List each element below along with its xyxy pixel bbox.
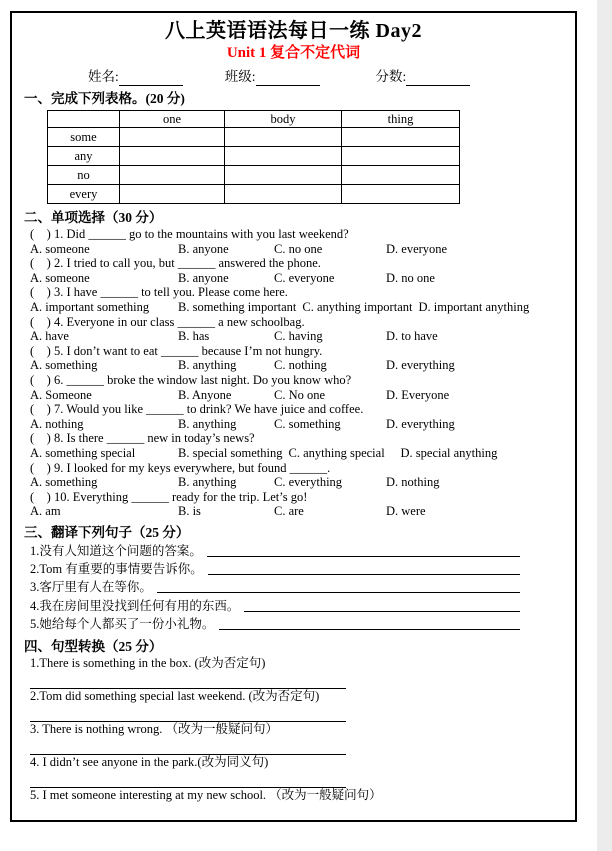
option-B[interactable]: B. has (178, 329, 210, 344)
option-B[interactable]: B. something important (178, 299, 297, 314)
option-row (30, 417, 575, 432)
question-5 (30, 344, 575, 373)
transform-item-5 (30, 788, 575, 821)
table-cell[interactable] (342, 166, 460, 185)
answer-line[interactable] (244, 602, 520, 612)
option-row (30, 300, 575, 315)
transform-item-3 (30, 722, 575, 755)
score-label: 分数: (375, 69, 407, 84)
question-text: ( ) 9. I looked for my keys everywhere, but found ______. (30, 460, 331, 475)
question-4 (30, 315, 575, 344)
class-label: 班级: (224, 69, 256, 84)
option-B[interactable]: B. anything (178, 358, 237, 373)
transform-item-4 (30, 755, 575, 788)
table-cell[interactable] (225, 128, 342, 147)
option-C[interactable]: C. anything important (302, 299, 413, 314)
option-A[interactable]: A. am (30, 504, 61, 519)
option-row (30, 475, 575, 490)
transform-item-1 (30, 656, 575, 689)
table-cell[interactable] (342, 128, 460, 147)
option-C[interactable]: C. anything special (288, 445, 385, 460)
translation-text: 1.没有人知道这个问题的答案。 (30, 544, 202, 559)
section2-heading: 二、单项选择（30 分） (24, 210, 163, 225)
indefinite-pronoun-table (47, 110, 460, 204)
question-3 (30, 285, 575, 314)
option-D[interactable]: D. Everyone (386, 387, 450, 402)
section3-heading: 三、翻译下列句子（25 分） (24, 524, 190, 540)
table-col-header-body: body (225, 111, 342, 128)
translation-item-2 (30, 560, 520, 578)
table-cell[interactable] (342, 185, 460, 204)
option-B[interactable]: B. anyone (178, 270, 229, 285)
table-col-header-thing: thing (342, 111, 460, 128)
table-col-header-one: one (120, 111, 225, 128)
option-A[interactable]: A. something special (30, 445, 136, 460)
table-row-some (48, 128, 460, 147)
option-A[interactable]: A. have (30, 329, 69, 344)
student-info-row (88, 68, 575, 86)
translation-item-4 (30, 596, 520, 614)
translation-text: 2.Tom 有重要的事情要告诉你。 (30, 562, 203, 577)
table-row-label-any: any (48, 147, 120, 166)
class-blank[interactable] (256, 71, 320, 86)
option-row (30, 504, 575, 519)
option-row (30, 358, 575, 373)
option-C[interactable]: C. nothing (274, 358, 327, 373)
answer-line[interactable] (157, 583, 520, 593)
table-cell[interactable] (120, 185, 225, 204)
option-row (30, 446, 575, 461)
transform-text: 5. I met someone interesting at my new school. （改为一般疑问句） (30, 787, 382, 802)
question-9 (30, 461, 575, 490)
page-title: 八上英语语法每日一练 Day2 (165, 20, 422, 42)
question-text: ( ) 6. ______ broke the window last night. Do you know who? (30, 372, 352, 387)
option-B[interactable]: B. anything (178, 475, 237, 490)
answer-line[interactable] (30, 704, 346, 722)
transform-item-2 (30, 689, 575, 722)
option-A[interactable]: A. important something (30, 299, 150, 314)
option-A[interactable]: A. someone (30, 270, 90, 285)
option-D[interactable]: D. were (386, 504, 426, 519)
option-D[interactable]: D. nothing (386, 475, 440, 490)
option-C[interactable]: C. having (274, 329, 323, 344)
question-list (12, 227, 575, 519)
option-A[interactable]: A. something (30, 358, 98, 373)
table-cell[interactable] (225, 147, 342, 166)
option-B[interactable]: B. anything (178, 416, 237, 431)
table-cell[interactable] (225, 166, 342, 185)
transform-text: 3. There is nothing wrong. （改为一般疑问句） (30, 721, 279, 736)
option-D[interactable]: D. no one (386, 270, 435, 285)
option-C[interactable]: C. no one (274, 241, 323, 256)
question-text: ( ) 7. Would you like ______ to drink? We have juice and coffee. (30, 402, 364, 417)
transform-list (12, 656, 575, 821)
question-10 (30, 490, 575, 519)
option-A[interactable]: A. someone (30, 241, 90, 256)
option-row (30, 329, 575, 344)
question-text: ( ) 1. Did ______ go to the mountains with you last weekend? (30, 227, 349, 241)
option-C[interactable]: C. everyone (274, 270, 335, 285)
table-row-label-no: no (48, 166, 120, 185)
question-text: ( ) 8. Is there ______ new in today’s news? (30, 431, 255, 446)
question-8 (30, 431, 575, 460)
option-A[interactable]: A. Someone (30, 387, 92, 402)
question-text: ( ) 2. I tried to call you, but ______ answered the phone. (30, 256, 321, 271)
translation-text: 5.她给每个人都买了一份小礼物。 (30, 616, 215, 631)
table-cell[interactable] (342, 147, 460, 166)
transform-text: 2.Tom did something special last weekend. (改为否定句) (30, 688, 320, 703)
name-label: 姓名: (88, 69, 119, 84)
answer-line[interactable] (207, 547, 520, 557)
table-row-label-every: every (48, 185, 120, 204)
translation-text: 4.我在房间里没找到任何有用的东西。 (30, 598, 240, 613)
option-row (30, 271, 575, 286)
question-2 (30, 256, 575, 285)
answer-line[interactable] (219, 620, 520, 630)
table-row-label-some: some (48, 128, 120, 147)
question-6 (30, 373, 575, 402)
answer-line[interactable] (208, 565, 520, 575)
table-cell[interactable] (120, 147, 225, 166)
translation-item-1 (30, 542, 520, 560)
name-blank[interactable] (119, 71, 183, 86)
transform-text: 1.There is something in the box. (改为否定句) (30, 655, 266, 670)
table-corner-cell (48, 111, 120, 128)
option-B[interactable]: B. is (178, 504, 201, 519)
table-cell[interactable] (225, 185, 342, 204)
translation-item-3 (30, 578, 520, 596)
option-D[interactable]: D. everyone (386, 241, 448, 256)
question-7 (30, 402, 575, 431)
answer-line[interactable] (30, 671, 346, 689)
question-text: ( ) 5. I don’t want to eat ______ because I’m not hungry. (30, 343, 323, 358)
page-border-frame (10, 11, 577, 822)
option-A[interactable]: A. nothing (30, 416, 84, 431)
viewer-background-edge (597, 0, 612, 851)
score-blank[interactable] (406, 71, 470, 86)
option-D[interactable]: D. everything (386, 416, 455, 431)
option-D[interactable]: D. special anything (400, 445, 498, 460)
question-text: ( ) 4. Everyone in our class ______ a new schoolbag. (30, 314, 305, 329)
option-D[interactable]: D. everything (386, 358, 455, 373)
answer-line[interactable] (30, 737, 346, 755)
question-1 (30, 227, 575, 256)
option-D[interactable]: D. important anything (418, 299, 530, 314)
option-C[interactable]: C. everything (274, 475, 343, 490)
option-B[interactable]: B. special something (178, 445, 283, 460)
table-row-no (48, 166, 460, 185)
answer-line[interactable] (30, 803, 346, 821)
question-text: ( ) 3. I have ______ to tell you. Please come here. (30, 285, 288, 300)
option-C[interactable]: C. No one (274, 387, 326, 402)
table-header-row (48, 111, 460, 128)
translation-text: 3.客厅里有人在等你。 (30, 580, 152, 595)
option-A[interactable]: A. something (30, 475, 98, 490)
table-cell[interactable] (120, 166, 225, 185)
question-text: ( ) 10. Everything ______ ready for the trip. Let’s go! (30, 489, 308, 504)
translation-list (12, 541, 575, 633)
table-row-any (48, 147, 460, 166)
option-B[interactable]: B. Anyone (178, 387, 232, 402)
option-C[interactable]: C. are (274, 504, 304, 519)
option-row (30, 242, 575, 257)
option-row (30, 388, 575, 403)
table-cell[interactable] (120, 128, 225, 147)
section4-heading: 四、句型转换（25 分） (24, 638, 163, 654)
table-row-every (48, 185, 460, 204)
answer-line[interactable] (30, 770, 346, 788)
transform-text: 4. I didn’t see anyone in the park.(改为同义句) (30, 754, 269, 769)
option-D[interactable]: D. to have (386, 329, 438, 344)
unit-subtitle: Unit 1 复合不定代词 (226, 45, 361, 61)
option-B[interactable]: B. anyone (178, 241, 229, 256)
option-C[interactable]: C. something (274, 416, 341, 431)
translation-item-5 (30, 615, 520, 633)
section1-heading: 一、完成下列表格。(20 分) (24, 91, 185, 106)
